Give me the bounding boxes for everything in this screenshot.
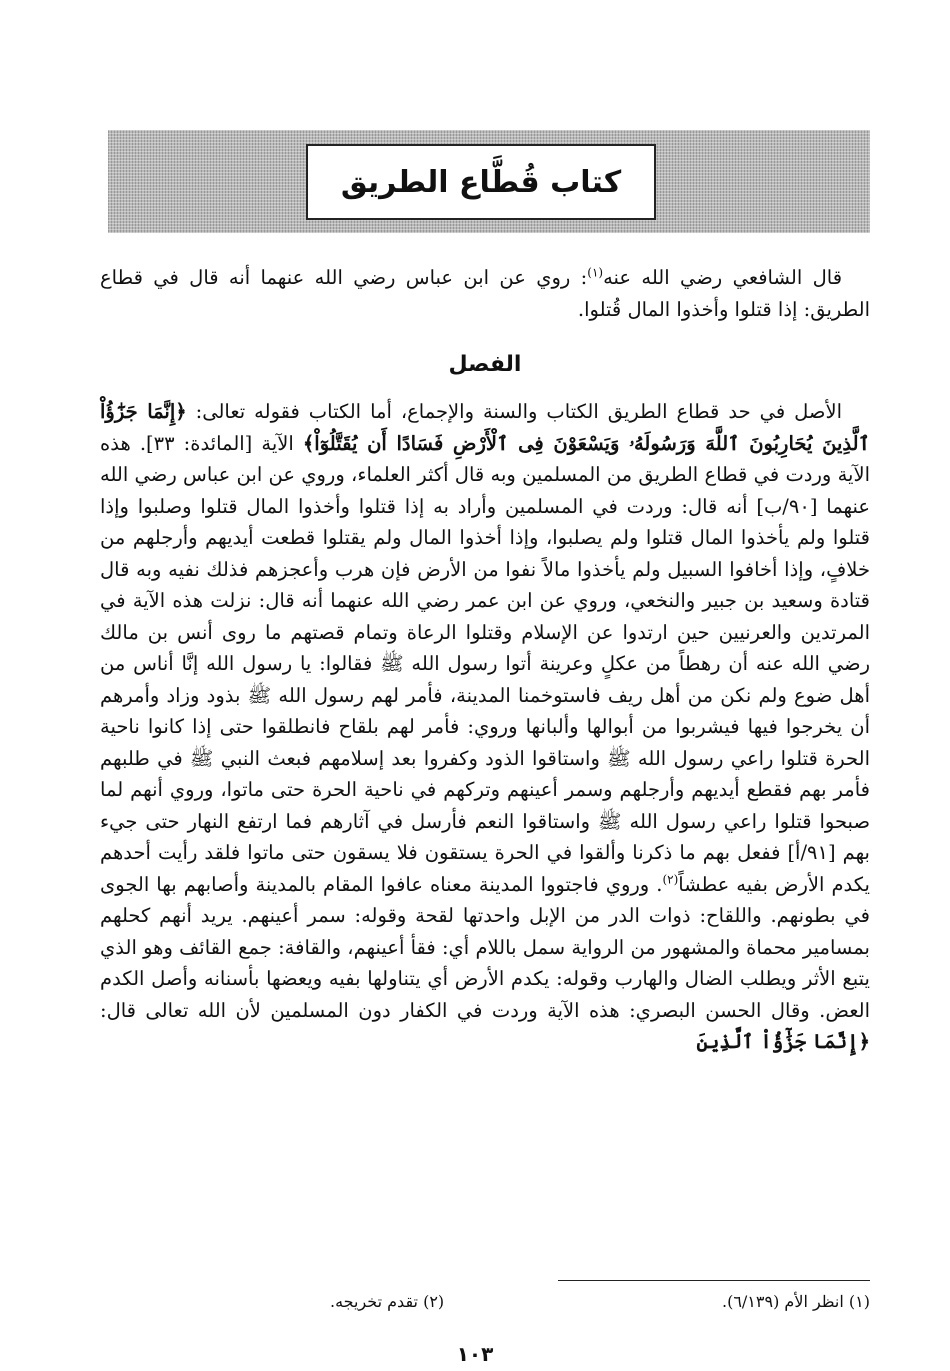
quran-verse-1: ﴿إِنَّمَا جَزَٰٓؤُاْ ٱلَّذِينَ يُحَارِبُونَ ٱللَّهَ وَرَسُولَهُۥ وَيَسْعَوْنَ فِى ٱلْأَرْضِ فَسَادًا أَن يُقَتَّلُوٓاْ﴾: [100, 400, 870, 455]
intro-before-ref: قال الشافعي رضي الله عنه: [603, 266, 843, 289]
footnote-ref-2: (٢): [662, 872, 679, 886]
page-number: ١٠٣: [456, 1342, 494, 1366]
intro-paragraph: [100, 262, 870, 325]
footnotes: [330, 1292, 870, 1311]
footnote-ref-1: (١): [587, 265, 604, 280]
main-text-end: . وروي فاجتووا المدينة معناه عافوا المقام بالمدينة وأصابهم بها الجوى في بطونهم. واللقاح: ذوات الدر من الإبل واحدتها لقحة وقوله: سمر أعينهم. يريد أنهم كحلهم بمسامير محماة والمشهور من الرواية سمل باللام أي: فقأ أعينهم، والقافة: جمع القائف وهو الذي يتبع الأثر ويطلب الضال والهارب وقوله: يكدم الأرض أي يتناولها بفيه ويعضها بأسنانه وأصل الكدم العض. وقال الحسن البصري: هذه الآية وردت في الكفار دون المسلمين لأن الله تعالى قال:: [100, 872, 870, 1022]
footnote-2: (٢) تقدم تخريجه.: [330, 1292, 445, 1311]
main-paragraph: [100, 396, 870, 1058]
intro-text: [100, 262, 870, 325]
footnote-separator: [558, 1280, 870, 1281]
main-text: [100, 396, 870, 1058]
main-text-start: الأصل في حد قطاع الطريق الكتاب والسنة والإجماع، أما الكتاب فقوله تعالى:: [186, 400, 842, 423]
footnote-1: (١) انظر الأم (٦/١٣٩).: [721, 1292, 870, 1311]
main-text-after-verse: الآية [المائدة: ٣٣]. هذه الآية وردت في قطاع الطريق من المسلمين وبه قال أكثر العلماء، وروي عن ابن عباس رضي الله عنهما [٩٠/ب] أنه قال: وردت في المسلمين وأراد به إذا قتلوا وأخذوا المال قتلوا وصلبوا وإذا قتلوا ولم يأخذوا المال قتلوا ولم يصلبوا، وإذا أخذوا المال ولم يقتلوا قطعت أيديهم وأرجلهم من خلافٍ، وإذا أخافوا السبيل ولم يأخذوا مالاً نفوا من الأرض فإن هرب وأعجزهم فذلك نفيه وبه قال قتادة وسعيد بن جبير والنخعي، وروي عن ابن عمر رضي الله عنهما أنه قال: نزلت هذه الآية في المرتدين والعرنيين حين ارتدوا عن الإسلام وقتلوا الرعاة وتمام قصتهم ما روى أنس بن مالك رضي الله عنه أن رهطاً من عكلٍ وعرينة أتوا رسول الله ﷺ فقالوا: يا رسول الله إنَّا أناس من أهل ضوع ولم نكن من أهل ريف فاستوخمنا المدينة، فأمر لهم رسول الله ﷺ بذود وزاد وأمرهم أن يخرجوا فيها فيشربوا من أبوالها وألبانها وروي: فأمر لهم بلقاح فانطلقوا حتى إذا كانوا ناحية الحرة قتلوا راعي رسول الله ﷺ واستاقوا الذود وكفروا بعد إسلامهم فبعث النبي ﷺ في طلبهم فأمر بهم فقطع أيديهم وأرجلهم وسمر أعينهم وتركهم في ناحية الحرة حتى ماتوا، وروي أنهم لما صبحوا قتلوا راعي رسول الله ﷺ واستاقوا النعم فأرسل في آثارهم فما ارتفع النهار حتى جيء بهم [٩١/أ] ففعل بهم ما ذكرنا وألقوا في الحرة يستقون فلا يسقون حتى ماتوا فلقد رأيت أحدهم يكدم الأرض بفيه عطشاً: [100, 431, 870, 896]
intro-after-ref: : روي عن ابن عباس رضي الله عنهما أنه قال في قطاع الطريق: إذا قتلوا وأخذوا المال قُتلوا.: [100, 266, 870, 321]
chapter-title: كتاب قُطَّاع الطريق: [340, 164, 622, 200]
section-heading: الفصل: [448, 352, 522, 377]
chapter-title-box: [306, 144, 656, 220]
quran-verse-2: ﴿إِنَّمَا جَزَٰٓؤُاْ ٱلَّذِينَ: [696, 1030, 870, 1053]
